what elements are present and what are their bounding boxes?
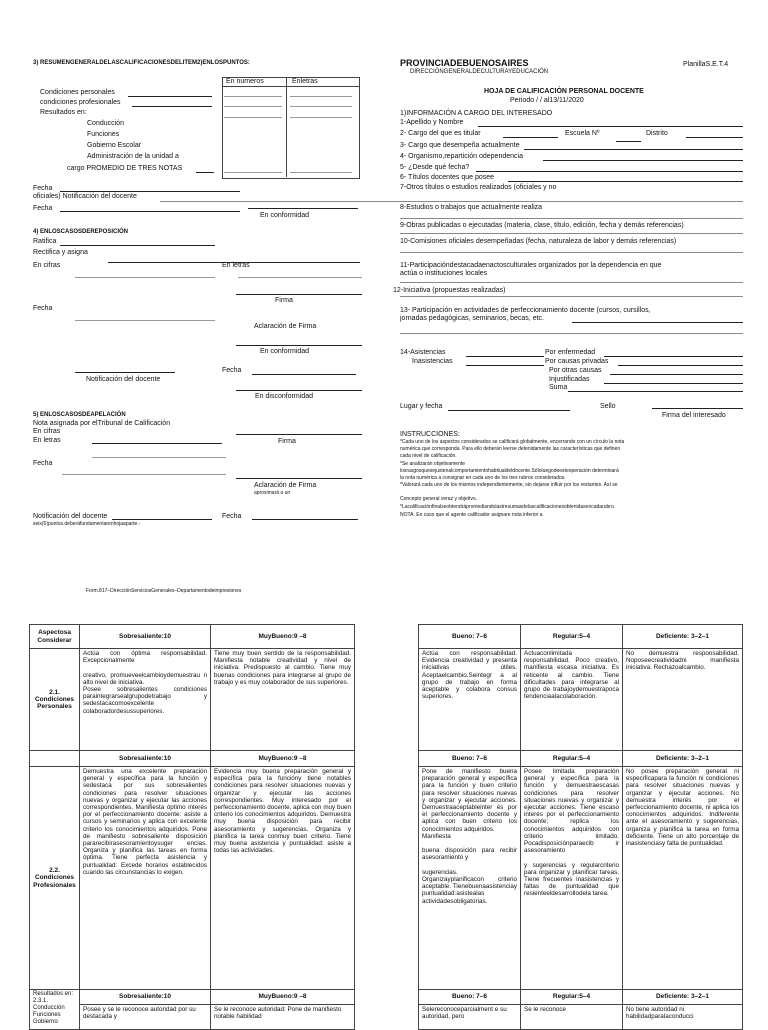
- criteria-table-right: [418, 624, 743, 1030]
- item-7: 7-Otros títulos o estudios realizados (oficiales y no: [400, 184, 557, 191]
- ins-8: Concepto general veraz y objetivo.: [400, 496, 477, 502]
- item-6: 6- Títulos docentes que posee: [400, 174, 495, 181]
- suma: Suma: [549, 384, 568, 391]
- fecha-2-label: Fecha: [33, 205, 53, 212]
- item-12: 12-Iniciativa (propuestas realizadas): [393, 287, 506, 294]
- aclaracion-2: Aclaración de Firma: [254, 482, 317, 489]
- en-letras-1: En letras: [222, 262, 250, 269]
- injustificadas: Injustificadas: [549, 376, 590, 383]
- header-deficiente: Deficiente: 3–2–1: [623, 625, 743, 649]
- section-3-title: 3) RESUMENGENERALDELASCALIFICACIONESDELITEM2)ENLOSPUNTOS:: [33, 60, 250, 66]
- col-letras: Enletras: [292, 78, 318, 85]
- subheader-sobresaliente-2: Sobresaliente:10: [80, 990, 210, 1005]
- row-resultados: Resultados en: 2.3.1. Conducción Funciones Gobierno: [30, 990, 80, 1030]
- ratifica-label: Ratifica: [33, 238, 57, 245]
- en-cifras-1: En cifras: [33, 262, 61, 269]
- header-aspect: Aspectosa Considerar: [30, 625, 80, 649]
- subheader-bueno: Bueno: 7–6: [419, 751, 521, 767]
- cond-personales-line[interactable]: [128, 96, 212, 97]
- cell-conduccion-deficiente: No tiene autoridad ni habilidadparalaconducci: [626, 1006, 694, 1021]
- item-4: 4- Organismo,repartición odependencia: [400, 153, 523, 160]
- firma-1: Firma: [275, 297, 293, 304]
- item-8: 8-Estudios o trabajos que actualmente realiza: [400, 204, 543, 211]
- item-2-distrito: Distrito: [646, 130, 668, 137]
- cell-profesionales-mb: Evidencia muy buena preparación general y específica para la funcióny tiene notables condiciones para resolver situaciones nuevas y organizar y ejecutar las acciones correspondientes. Muy interesado por el perfeccionamiento docente, aplica con muy buen criterio los conocimientos adquiridos. Demuestra muy buena disposición para recibir asesoramiento y sugerencias. Organiza y planifica la tarea conmuy buen criterio. Tiene muy buena asistencia y puntualidad: asiste a todas las actividades.: [211, 767, 355, 990]
- por-enfermedad: Por enfermedad: [545, 349, 596, 356]
- subheader-regular-2: Regular:5–4: [521, 990, 622, 1005]
- planilla-code: PlanillaS.E.T.4: [683, 61, 729, 68]
- item-1: 1-Apellido y Nombre: [400, 119, 464, 126]
- funciones-label: Funciones: [87, 131, 120, 138]
- cell-personales-mb: Tiene muy buen sentido de la responsabilidad. Manifiesta notable creatividad y nivel de iniciativa. Predispuesto al cambio. Tiene muy buenas condiciones para integrarse al grupo de trabajo y es muy colaborador de sus superiores.: [211, 649, 355, 751]
- periodo: Periodo / / al13/11/2020: [510, 97, 584, 104]
- en-conformidad-2: En conformidad: [260, 348, 310, 355]
- promedio-label: cargo PROMEDIO DE TRES NOTAS: [67, 165, 183, 172]
- cell-profesionales-bueno: Pone de manifiesto buena preparación general y específica para la función y buen criterio para resolver situaciones nuevas y organizar y ejecutar acciones. Demuestraaceptableinter és por el perfeccionamiento docente y aplica con buen criterio los conocimientos adquiridos. Manifiesta buena disposición para recibir asesoramiento y sugerencias. Organizayplanificacon criterio aceptable. Tienebuenaasistenciay puntualidad:asistealas actividadesobligatorias.: [419, 767, 521, 990]
- item-10: 10-Comisiones oficiales desempeñadas (fecha, naturaleza de labor y demás referencias): [400, 238, 677, 245]
- row-condiciones-personales: 2.1. Condiciones Personales: [30, 649, 80, 751]
- province-title: PROVINCIADEBUENOSAIRES: [400, 58, 529, 68]
- header-muy-bueno: MuyBueno:9 –8: [211, 625, 355, 649]
- en-cifras-2: En cifras: [33, 428, 61, 435]
- aclaracion-2-sub: aproximará a un: [254, 490, 291, 496]
- item-11b: actúa o instituciones locales: [400, 270, 488, 277]
- criteria-table-left: [29, 624, 355, 1030]
- header-bueno: Bueno: 7–6: [419, 625, 521, 649]
- col-numeros: En numeros: [226, 78, 264, 85]
- en-letras-2: En letras: [33, 437, 61, 444]
- ins-9: *Lacalificaciónfinalseobtendrápromediandolastresumasdelascalificacionesobtenidasencadarubro.: [400, 504, 616, 510]
- fecha-3-label: Fecha: [33, 305, 53, 312]
- subheader-deficiente-2: Deficiente: 3–2–1: [623, 990, 742, 1005]
- item-13b: jornadas pedagógicas, seminarios, becas, etc.: [400, 315, 544, 322]
- header-regular: Regular:5–4: [521, 625, 623, 649]
- item-11a: 11-Participacióndestacadaenactosculturales organizados por la dependencia en que: [400, 262, 662, 269]
- subheader-muy-bueno: MuyBueno:9 –8: [211, 751, 355, 767]
- cond-profesionales-line[interactable]: [132, 106, 212, 107]
- inasistencias-label: Inasistencias: [412, 358, 453, 365]
- instrucciones-title: INSTRUCCIONES:: [400, 431, 460, 438]
- cell-conduccion-sob: Posee y se le reconoce autoridad por su destacada y: [83, 1006, 196, 1021]
- nota-tribunal: Nota asignada por elTribunal de Calificación: [33, 420, 171, 427]
- fecha-5-label: Fecha: [33, 460, 53, 467]
- notificacion-1-label: oficiales) Notificación del docente: [33, 193, 137, 200]
- cell-conduccion-regular: Se le reconoce: [524, 1006, 567, 1013]
- por-otras: Por otras causas: [549, 367, 602, 374]
- cell-personales-bueno: Actúa con responsabilidad. Evidencia creatividad y presenta iniciativas útiles. Aceptaelcambio.Seintegr a al grupo de trabajo en forma aceptable y colabora consus superiores.: [419, 649, 521, 751]
- item-2-escuela: Escuela Nº: [565, 130, 600, 137]
- ins-10: NOTA: En caso que el agente calificador asignare nota inferior a: [400, 512, 543, 518]
- fecha-1-label: Fecha: [33, 185, 53, 192]
- sello: Sello: [600, 403, 616, 410]
- subheader-muy-bueno-2: MuyBueno:9 –8: [211, 990, 354, 1005]
- subheader-sobresaliente: Sobresaliente:10: [80, 751, 211, 767]
- ins-1: *Cada uno de los aspectos considerados se calificará globalmente, encerrando con un círculo la nota: [400, 439, 625, 445]
- ins-7: *Valorará cada uno de los mismos independientemente, sin dejarse influir por los restantes. Así se: [400, 482, 618, 488]
- subheader-deficiente: Deficiente: 3–2–1: [623, 751, 743, 767]
- cell-profesionales-deficiente: No posee preparación general ni específicapara la función ni condiciones para resolver situaciones nuevas y organizar y ejecutar acciones. No demuestra interés por el perfeccionamiento docente, ni aplica los conocimientos adquiridos. Indiferente ante el asesoramiento y sugerencias, organiza y planifica la tarea en forma deficiente. Tiene un alto porcentaje de inasistenciasy falta de puntualidad.: [623, 767, 743, 990]
- asistencias-label: 14-Asistencias: [400, 349, 446, 356]
- aclaracion-1: Aclaración de Firma: [254, 323, 317, 330]
- item-5: 5- ¿Desde qué fecha?: [400, 164, 470, 171]
- summary-box: [222, 77, 360, 179]
- conduccion-label: Conducción: [87, 120, 124, 127]
- ins-2: numérica que corresponda. Para ello deberán leerse detenidamente las características que definen: [400, 446, 621, 452]
- ins-4: *Se analizarán objetivamente: [400, 461, 466, 467]
- resultados-en: Resultados en:: [40, 109, 87, 116]
- fecha-6-label: Fecha: [222, 513, 242, 520]
- item-3: 3- Cargo que desempeña actualmente: [400, 142, 520, 149]
- cell-conduccion-mb: Se le reconoce autoridad: Pone de manifiesto notable habilidad: [214, 1006, 342, 1021]
- header-sobresaliente: Sobresaliente:10: [80, 625, 211, 649]
- ins-6: la nota numérica a consignar en cada uno de los tres rubros considerados.: [400, 475, 566, 481]
- gobierno-label: Gobierno Escolar: [87, 142, 142, 149]
- notificacion-3-label: Notificación del docente: [33, 513, 108, 520]
- row-condiciones-profesionales: 2.2. Condiciones Profesionales: [30, 767, 80, 990]
- cond-personales-label: Condiciones personales: [40, 89, 115, 96]
- en-conformidad-1: En conformidad: [260, 212, 310, 219]
- cell-conduccion-bueno: Selereconoceparcialment e su autoridad, pero: [422, 1006, 507, 1021]
- fecha-4-label: Fecha: [222, 367, 242, 374]
- cell-profesionales-sob: Demuestra una excelente preparación general y específica para la función y sedestaca por sus sobresalientes condiciones para resolver situaciones nuevas y organizar y ejecutar las acciones correspondientes. Manifiesta óptimo interés por el perfeccionamiento docente: asiste a cursos y seminarios y aplica con excelente criterio los conocimientos adquiridos. Pone de manifiesto sobresaliente disposición pararecibirasesoramientoysuger encias. Organiza y planifica las tareas en forma óptima. Tiene perfecta asistencia y puntualidad: Excede horarios establecidos cuando las circunstancias lo exigen.: [80, 767, 211, 990]
- item-9: 9-Obras publicadas o ejecutadas (materia, clase, título, edición, fecha y demás referencias): [400, 222, 684, 229]
- section-5-title: 5) ENLOSCASOSDEAPELACIÓN: [33, 412, 126, 418]
- notificacion-3-sub: seis(6)puntos.deberáfundamentarenhojaaparte.-: [33, 521, 141, 527]
- por-privadas: Por causas privadas: [545, 358, 609, 365]
- subheader-bueno-2: Bueno: 7–6: [419, 990, 520, 1005]
- item-13a: 13- Participación en actividades de perfeccionamiento docente (cursos, cursillos,: [400, 307, 651, 314]
- item-2: 2- Cargo del que es titular: [400, 130, 481, 137]
- subheader-regular: Regular:5–4: [521, 751, 623, 767]
- cell-personales-sob: Actúa con óptima responsabilidad. Excepcionalmente creativo, promueveelcambioydemuestrau n alto nivel de iniciativa. Posee sobresalientes condiciones paraintegrarsealgrupodetrabajo y sedestacacomoexcelente colaboradordesussuperiores.: [80, 649, 211, 751]
- ins-3: cada nivel de calificación.: [400, 453, 457, 459]
- form-footer: Form.817–DirecciónServiciosGenerales–Departamentodeimpresiones: [86, 588, 242, 594]
- firma-interesado: Firma del interesado: [662, 412, 726, 419]
- hoja-title: HOJA DE CALIFICACIÓN PERSONAL DOCENTE: [484, 88, 644, 95]
- notificacion-2-label: Notificación del docente: [86, 376, 161, 383]
- direccion-title: DIRECCIÓNGENERALDECULTURAYEDUCACIÓN: [410, 69, 549, 75]
- cell-profesionales-regular: Posee limitada preparación general y específica para la función y demuestraescasas condiciones para resolver situaciones nuevas y organizar y ejecutar acciones. Tiene escaso interés por el perfeccionamiento docente; replica los conocimientos adquiridos con criterio limitado. Pocadisposiciónparaecib ir asesoramiento y sugerencias y regularcriterio para organizar y planificar tareas. Tiene frecuentes inasistencias y faltas de puntualidad que resienteeldesarrollodela tarea.: [521, 767, 623, 990]
- ins-5: losrasgosquesejustenalcomportamientohabitualdeldocente.Sóloluegodeesteoperación determinará: [400, 468, 619, 474]
- firma-2: Firma: [278, 438, 296, 445]
- rectifica-label: Rectifica y asigna: [33, 249, 88, 256]
- summary-divider: [286, 77, 287, 177]
- section-1-title: 1)INFORMACIÓN A CARGO DEL INTERESADO: [400, 110, 553, 117]
- en-disconformidad: En disconformidad: [255, 393, 313, 400]
- admin-label: Administración de la unidad a: [87, 153, 179, 160]
- cell-personales-deficiente: No demuestra responsabilidad. Noposeecreatividadni manifiesta iniciativa. Rechazoalcambio.: [623, 649, 743, 751]
- cell-personales-regular: Actuaconlimitada responsabilidad. Poco creativo, manifiesta escasa iniciativa. Es reticente al cambio. Tiene dificultades para integrarse al grupo de trabajoydemuestrapoca tendenciaalacolaboración.: [521, 649, 623, 751]
- section-4-title: 4) ENLOSCASOSDEREPOSICIÓN: [33, 229, 129, 235]
- lugar-fecha: Lugar y fecha: [400, 403, 443, 410]
- cond-profesionales-label: condiciones profesionales: [40, 99, 121, 106]
